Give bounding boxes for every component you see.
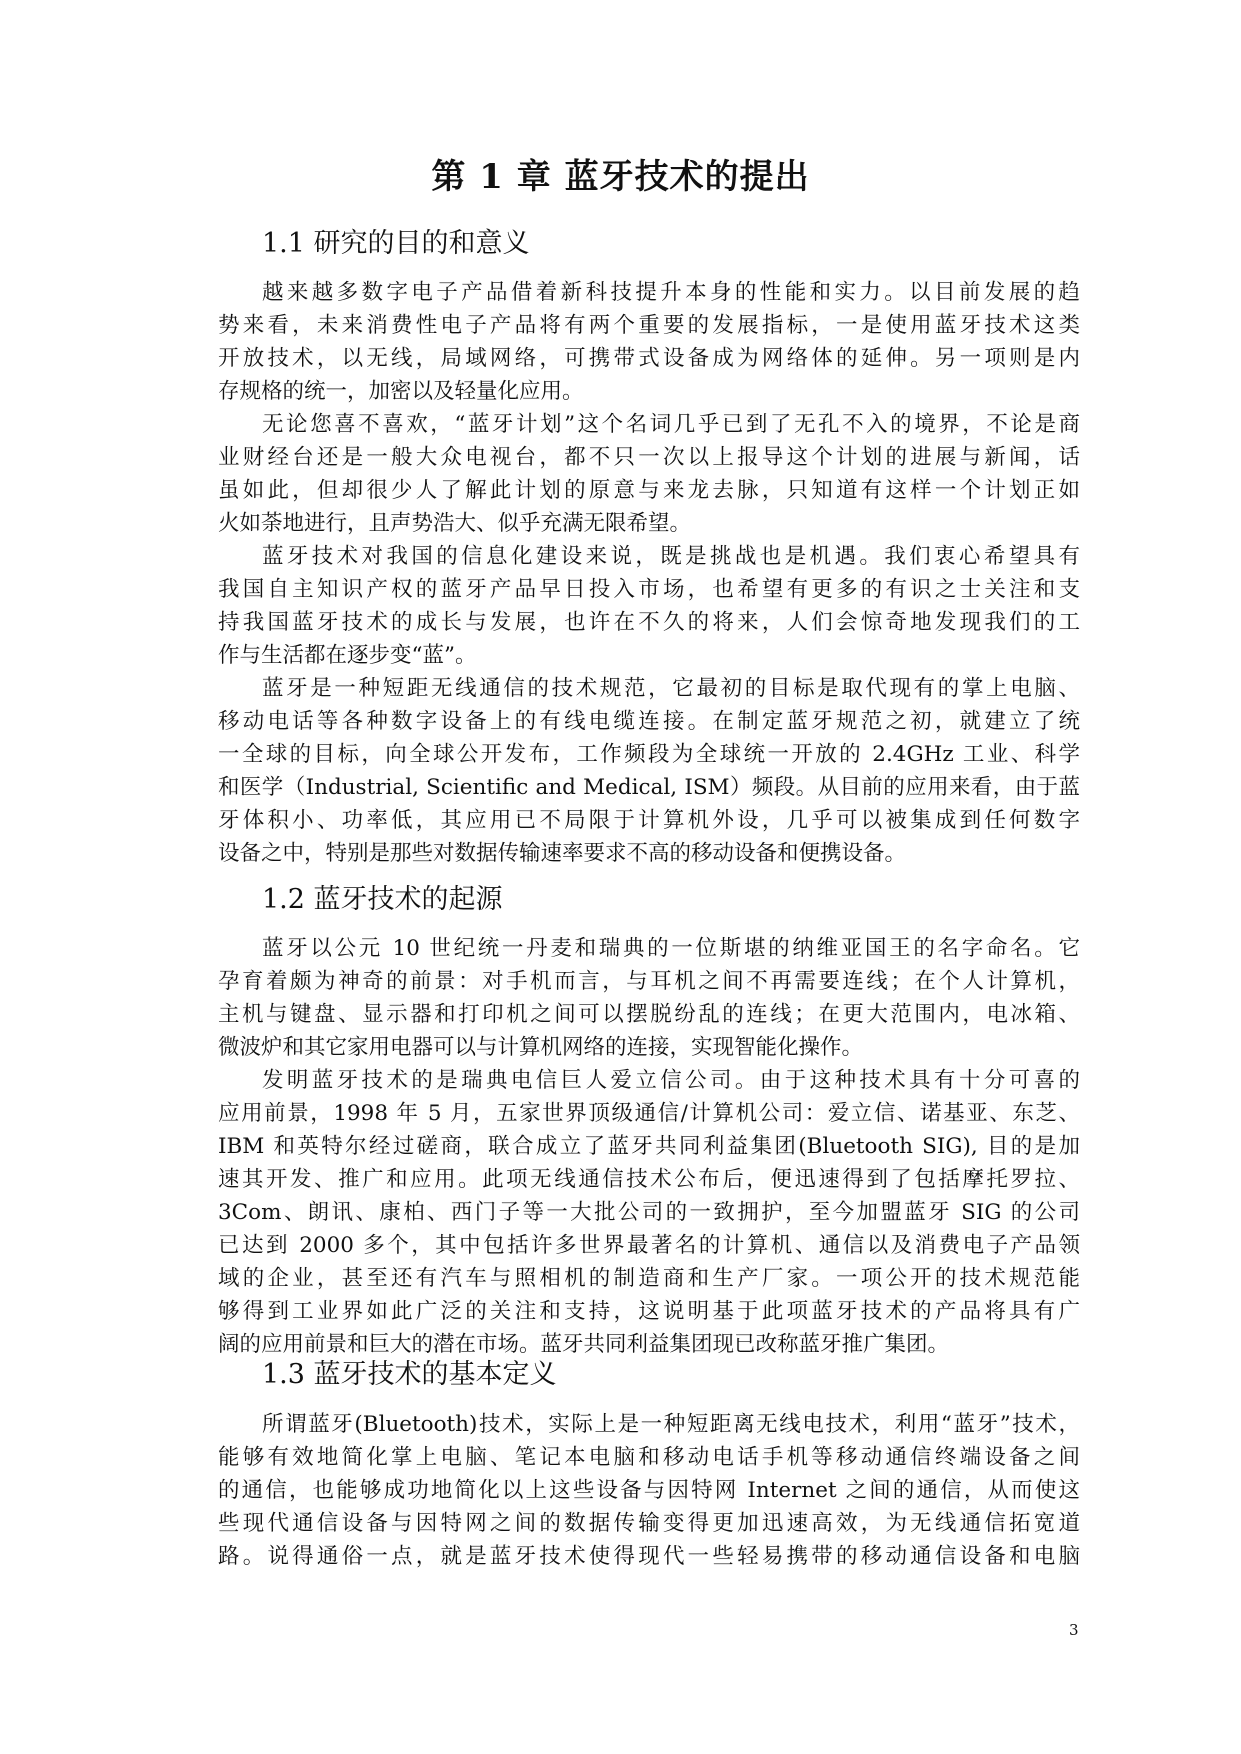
paragraph (218, 1064, 1080, 1361)
text-line: 和医学（Industrial, Scientific and Medical, ISM）频段。从目前的应用来看，由于蓝 (218, 775, 1080, 800)
text-line: 虽如此，但却很少人了解此计划的原意与来龙去脉，只知道有这样一个计划正如 (218, 478, 1080, 503)
section-heading-1-1: 1.1 研究的目的和意义 (262, 228, 530, 259)
text-line: 我国自主知识产权的蓝牙产品早日投入市场，也希望有更多的有识之士关注和支 (218, 577, 1080, 602)
text-line: 孕育着颇为神奇的前景：对手机而言，与耳机之间不再需要连线；在个人计算机， (218, 969, 1080, 994)
text-line: 火如荼地进行，且声势浩大、似乎充满无限希望。 (218, 511, 692, 536)
text-line: 阔的应用前景和巨大的潜在市场。蓝牙共同利益集团现已改称蓝牙推广集团。 (218, 1332, 950, 1357)
text-line: 牙体积小、功率低，其应用已不局限于计算机外设，几乎可以被集成到任何数字 (218, 808, 1080, 833)
text-line: 势来看，未来消费性电子产品将有两个重要的发展指标，一是使用蓝牙技术这类 (218, 313, 1080, 338)
section-heading-1-3: 1.3 蓝牙技术的基本定义 (262, 1359, 557, 1390)
text-line: 微波炉和其它家用电器可以与计算机网络的连接，实现智能化操作。 (218, 1035, 864, 1060)
text-line: 设备之中，特别是那些对数据传输速率要求不高的移动设备和便携设备。 (218, 841, 907, 866)
text-line: 域的企业，甚至还有汽车与照相机的制造商和生产厂家。一项公开的技术规范能 (218, 1266, 1080, 1291)
text-line: 蓝牙以公元 10 世纪统一丹麦和瑞典的一位斯堪的纳维亚国王的名字命名。它 (262, 936, 1080, 961)
text-line: 速其开发、推广和应用。此项无线通信技术公布后，便迅速得到了包括摩托罗拉、 (218, 1167, 1080, 1192)
text-line: 路。说得通俗一点，就是蓝牙技术使得现代一些轻易携带的移动通信设备和电脑 (218, 1544, 1080, 1569)
text-line: 作与生活都在逐步变“蓝”。 (218, 643, 477, 668)
chapter-title: 第 1 章 蓝牙技术的提出 (431, 157, 810, 197)
text-line: 发明蓝牙技术的是瑞典电信巨人爱立信公司。由于这种技术具有十分可喜的 (262, 1068, 1080, 1093)
paragraph (218, 276, 1080, 408)
section-heading-1-2: 1.2 蓝牙技术的起源 (262, 884, 503, 915)
text-line: 已达到 2000 多个，其中包括许多世界最著名的计算机、通信以及消费电子产品领 (218, 1233, 1080, 1258)
text-line: 蓝牙技术对我国的信息化建设来说，既是挑战也是机遇。我们衷心希望具有 (262, 544, 1080, 569)
page-number: 3 (1069, 1621, 1079, 1639)
paragraph (218, 540, 1080, 672)
paragraph (218, 1408, 1080, 1573)
text-line: 3Com、朗讯、康柏、西门子等一大批公司的一致拥护，至今加盟蓝牙 SIG 的公司 (218, 1200, 1080, 1225)
paragraph (218, 672, 1080, 870)
text-line: IBM 和英特尔经过磋商，联合成立了蓝牙共同利益集团(Bluetooth SIG), 目的是加 (218, 1134, 1080, 1159)
text-line: 无论您喜不喜欢，“蓝牙计划”这个名词几乎已到了无孔不入的境界，不论是商 (262, 412, 1080, 437)
text-line: 应用前景，1998 年 5 月，五家世界顶级通信/计算机公司：爱立信、诺基亚、东芝、 (218, 1101, 1080, 1126)
text-line: 些现代通信设备与因特网之间的数据传输变得更加迅速高效，为无线通信拓宽道 (218, 1511, 1080, 1536)
paragraph (218, 932, 1080, 1064)
text-line: 的通信，也能够成功地简化以上这些设备与因特网 Internet 之间的通信，从而使这 (218, 1478, 1080, 1503)
text-line: 移动电话等各种数字设备上的有线电缆连接。在制定蓝牙规范之初，就建立了统 (218, 709, 1080, 734)
text-line: 一全球的目标，向全球公开发布，工作频段为全球统一开放的 2.4GHz 工业、科学 (218, 742, 1080, 767)
text-line: 开放技术，以无线，局域网络，可携带式设备成为网络体的延伸。另一项则是内 (218, 346, 1080, 371)
text-line: 主机与键盘、显示器和打印机之间可以摆脱纷乱的连线；在更大范围内，电冰箱、 (218, 1002, 1080, 1027)
text-line: 够得到工业界如此广泛的关注和支持，这说明基于此项蓝牙技术的产品将具有广 (218, 1299, 1080, 1324)
text-line: 能够有效地简化掌上电脑、笔记本电脑和移动电话手机等移动通信终端设备之间 (218, 1445, 1080, 1470)
paragraph (218, 408, 1080, 540)
text-line: 持我国蓝牙技术的成长与发展，也许在不久的将来，人们会惊奇地发现我们的工 (218, 610, 1080, 635)
text-line: 蓝牙是一种短距无线通信的技术规范，它最初的目标是取代现有的掌上电脑、 (262, 676, 1080, 701)
text-line: 业财经台还是一般大众电视台，都不只一次以上报导这个计划的进展与新闻，话 (218, 445, 1080, 470)
text-line: 越来越多数字电子产品借着新科技提升本身的性能和实力。以目前发展的趋 (262, 280, 1080, 305)
text-line: 所谓蓝牙(Bluetooth)技术，实际上是一种短距离无线电技术，利用“蓝牙”技术， (262, 1412, 1080, 1437)
text-line: 存规格的统一，加密以及轻量化应用。 (218, 379, 584, 404)
